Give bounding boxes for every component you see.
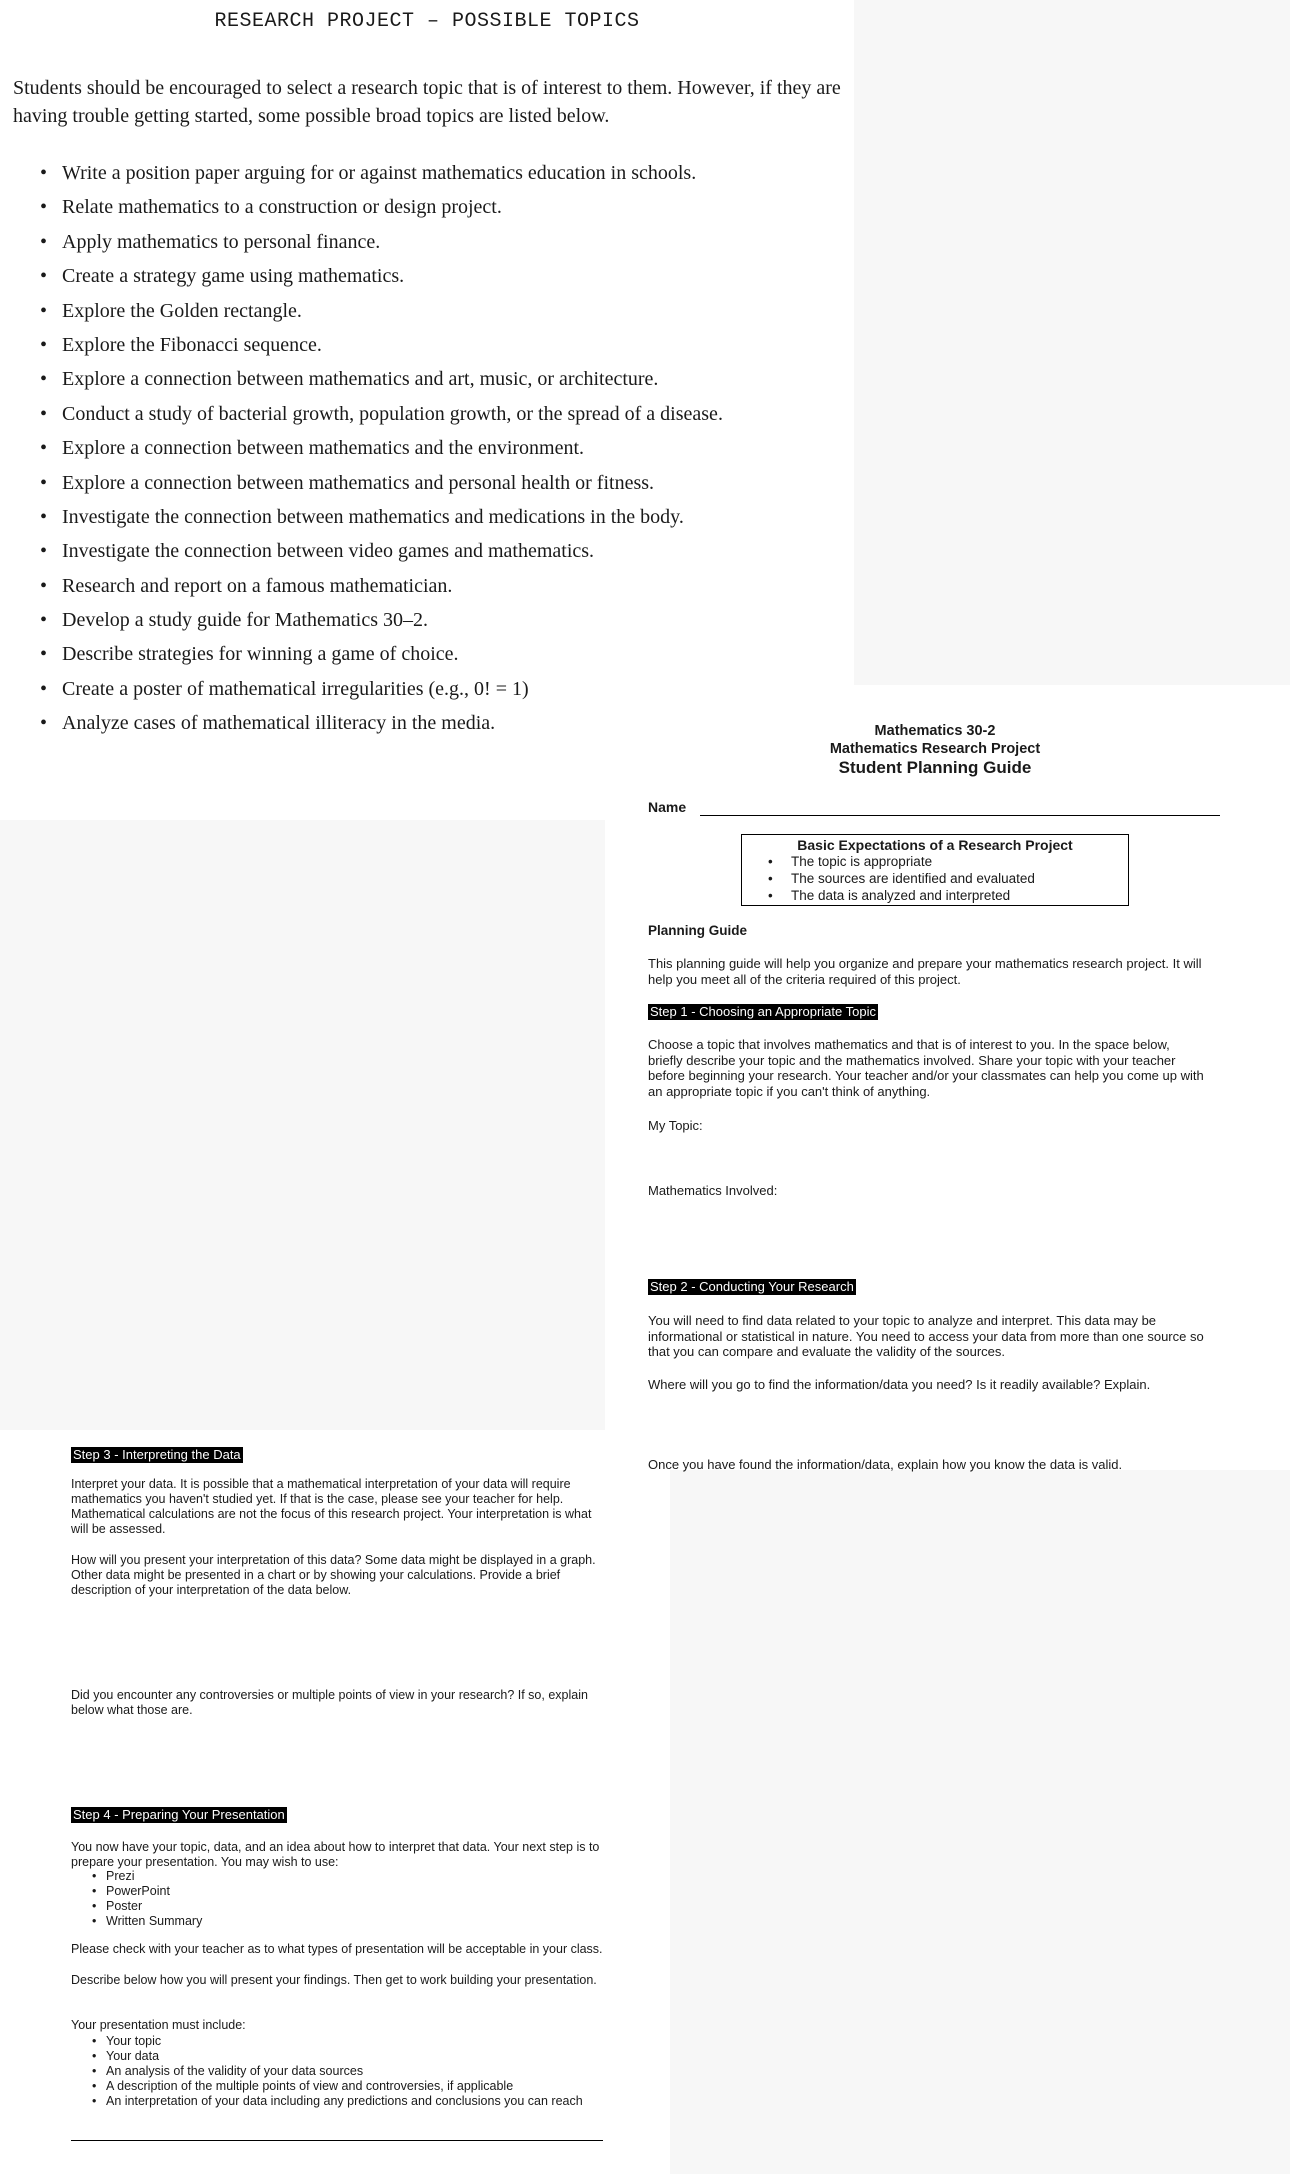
list-item: • Apply mathematics to personal finance. — [40, 228, 723, 262]
step3-question1: How will you present your interpretation of this data? Some data might be displayed in a graph. Other data might be presented in a chart or by showing your calculations. Provide a brief description of your interpretation of the data below. — [71, 1553, 596, 1597]
bullet-icon: • — [40, 643, 48, 666]
bullet-icon: • — [92, 2079, 97, 2093]
list-item: • Written Summary — [92, 1914, 203, 1928]
list-item: • A description of the multiple points of view and controversies, if applicable — [92, 2079, 514, 2093]
list-item: • Write a position paper arguing for or against mathematics education in schools. — [40, 159, 723, 193]
must-include-label: Your presentation must include: — [71, 2018, 246, 2032]
bullet-icon: • — [40, 677, 48, 700]
bullet-icon: • — [92, 2049, 97, 2063]
expectations-title: Basic Expectations of a Research Project — [797, 837, 1073, 853]
list-item: • Your data — [92, 2049, 160, 2063]
bullet-icon: • — [40, 299, 48, 322]
bullet-icon: • — [92, 2034, 97, 2048]
describe-text: Describe below how you will present your findings. Then get to work building your presentation. — [71, 1973, 597, 1987]
list-item: • The topic is appropriate — [768, 854, 933, 869]
name-field[interactable] — [700, 815, 1220, 816]
my-topic-label: My Topic: — [648, 1118, 703, 1133]
list-item: • Create a strategy game using mathematics. — [40, 262, 723, 296]
bullet-icon: • — [40, 368, 48, 391]
must-include-list — [84, 2034, 583, 2109]
step2-heading: Step 2 - Conducting Your Research — [650, 1279, 854, 1294]
list-item: • Prezi — [92, 1869, 135, 1883]
background-region — [854, 0, 1290, 685]
bullet-icon: • — [40, 402, 48, 425]
list-item: • An interpretation of your data including any predictions and conclusions you can reach — [92, 2094, 583, 2108]
list-item: • Investigate the connection between mathematics and medications in the body. — [40, 503, 723, 537]
list-item: • Explore a connection between mathematics and art, music, or architecture. — [40, 365, 723, 399]
list-item: • Create a poster of mathematical irregularities (e.g., 0! = 1) — [40, 675, 723, 709]
step3-text: Interpret your data. It is possible that a mathematical interpretation of your data will require mathematics you haven't studied yet. If that is the case, please see your teacher for help. Mathematical calculations are not the focus of this research project. Your interpretation is what will be assessed. — [71, 1477, 592, 1536]
list-item: • The data is analyzed and interpreted — [768, 888, 1011, 903]
list-item: • An analysis of the validity of your data sources — [92, 2064, 364, 2078]
list-item: • Explore a connection between mathematics and the environment. — [40, 434, 723, 468]
bullet-icon: • — [92, 1869, 97, 1883]
bullet-icon: • — [40, 230, 48, 253]
planning-heading: Planning Guide — [648, 923, 748, 938]
bullet-icon: • — [768, 888, 773, 903]
course-title: Mathematics 30-2 — [874, 723, 996, 739]
step3-heading: Step 3 - Interpreting the Data — [73, 1447, 241, 1462]
expectations-box — [741, 834, 1129, 906]
bullet-icon: • — [92, 1899, 97, 1913]
bullet-icon: • — [40, 196, 48, 219]
bullet-icon: • — [40, 333, 48, 356]
name-label: Name — [648, 799, 687, 815]
step2-question2: Once you have found the information/data, explain how you know the data is valid. — [648, 1457, 1123, 1472]
list-item: • Describe strategies for winning a game of choice. — [40, 640, 723, 674]
expectations-list — [742, 853, 1128, 904]
list-item: • Investigate the connection between video games and mathematics. — [40, 537, 723, 571]
step2-text: You will need to find data related to your topic to analyze and interpret. This data may be informational or statistical in nature. You need to access your data from more than one source so that you can compare and evaluate the validity of the sources. — [648, 1313, 1204, 1359]
list-item: • Relate mathematics to a construction or design project. — [40, 193, 723, 227]
bullet-icon: • — [40, 162, 48, 184]
bullet-icon: • — [40, 712, 48, 735]
bullet-icon: • — [92, 2094, 97, 2108]
project-title: Mathematics Research Project — [829, 741, 1041, 757]
bullet-icon: • — [40, 609, 48, 632]
divider — [71, 2140, 603, 2141]
bullet-icon: • — [40, 471, 48, 494]
bullet-icon: • — [40, 540, 48, 563]
planning-text: This planning guide will help you organize and prepare your mathematics research project. It will help you meet all of the criteria required of this project. — [648, 956, 1202, 987]
list-item: • Analyze cases of mathematical illiteracy in the media. — [40, 709, 723, 743]
bullet-icon: • — [768, 854, 773, 869]
bullet-icon: • — [92, 2064, 97, 2078]
presentation-options — [84, 1869, 202, 1929]
bullet-icon: • — [92, 1884, 97, 1898]
step4-heading: Step 4 - Preparing Your Presentation — [73, 1807, 285, 1822]
topics-intro: Students should be encouraged to select a research topic that is of interest to them. However, if they are having trouble getting started, some possible broad topics are listed below. — [13, 77, 841, 127]
step4-text: You now have your topic, data, and an idea about how to interpret that data. Your next step is to prepare your presentation. You may wish to use: — [71, 1840, 600, 1869]
list-item: • PowerPoint — [92, 1884, 170, 1898]
list-item: • Explore the Golden rectangle. — [40, 297, 723, 331]
list-item: • Explore a connection between mathematics and personal health or fitness. — [40, 469, 723, 503]
background-region — [670, 1470, 1290, 2174]
list-item: • Your topic — [92, 2034, 162, 2048]
list-item: • Research and report on a famous mathematician. — [40, 572, 723, 606]
list-item: • Explore the Fibonacci sequence. — [40, 331, 723, 365]
step1-heading: Step 1 - Choosing an Appropriate Topic — [650, 1004, 876, 1019]
bullet-icon: • — [40, 505, 48, 528]
step1-text: Choose a topic that involves mathematics and that is of interest to you. In the space below, briefly describe your topic and the mathematics involved. Share your topic with your teacher before beginning your research. Your teacher and/or your classmates can help you come up with an appropriate topic if you can't think of anything. — [648, 1037, 1204, 1099]
bullet-icon: • — [768, 871, 773, 886]
background-region — [0, 820, 605, 1430]
step2-question1: Where will you go to find the information/data you need? Is it readily available? Explain. — [648, 1377, 1151, 1392]
step3-question2: Did you encounter any controversies or multiple points of view in your research? If so, explain below what those are. — [71, 1688, 588, 1717]
math-involved-label: Mathematics Involved: — [648, 1183, 778, 1198]
bullet-icon: • — [92, 1914, 97, 1928]
page-title: RESEARCH PROJECT – POSSIBLE TOPICS — [214, 10, 640, 33]
bullet-icon: • — [40, 265, 48, 288]
bullet-icon: • — [40, 437, 48, 460]
guide-header — [800, 722, 1070, 778]
list-item: • Develop a study guide for Mathematics 30–2. — [40, 606, 723, 640]
list-item: • Conduct a study of bacterial growth, population growth, or the spread of a disease. — [40, 400, 723, 434]
topic-list — [40, 159, 723, 744]
list-item: • Poster — [92, 1899, 143, 1913]
bullet-icon: • — [40, 574, 48, 597]
list-item: • The sources are identified and evaluated — [768, 871, 1035, 886]
guide-title: Student Planning Guide — [838, 758, 1032, 777]
check-text: Please check with your teacher as to what types of presentation will be acceptable in your class. — [71, 1942, 603, 1956]
